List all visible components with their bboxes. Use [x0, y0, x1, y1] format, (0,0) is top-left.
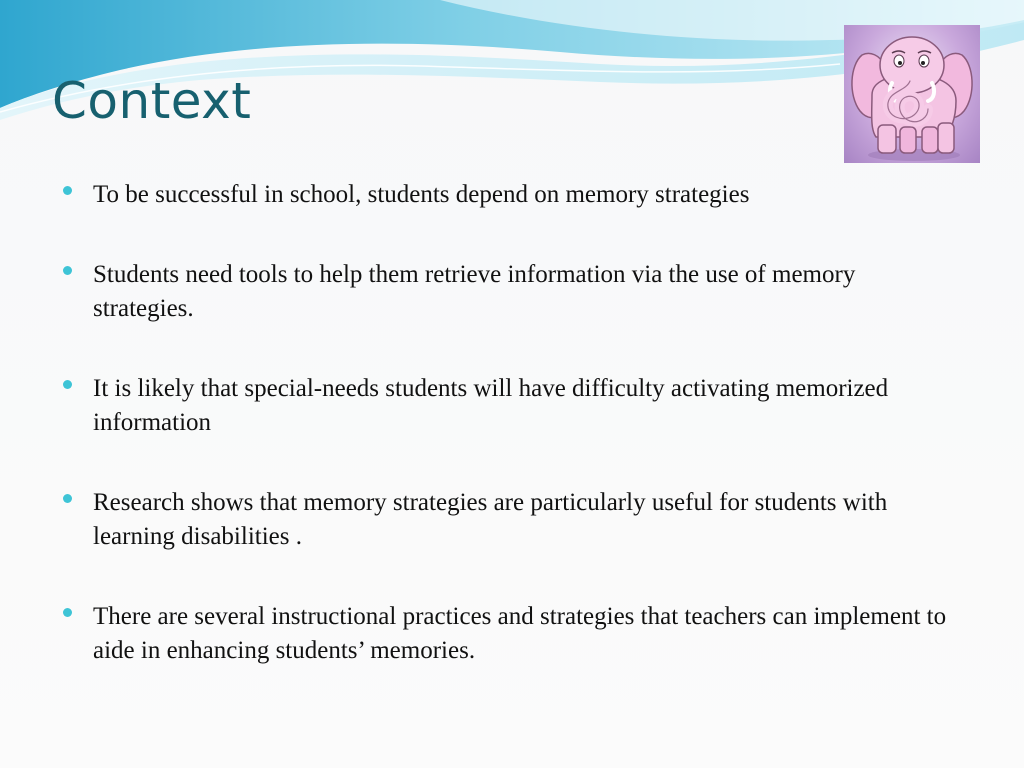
slide-title: Context [52, 72, 252, 130]
bullet-item [62, 486, 962, 554]
bullet-text: There are several instructional practices and strategies that teachers can implement to aide in enhancing students’ memories. [93, 603, 947, 664]
bullet-item [62, 372, 962, 440]
bullet-item [62, 178, 962, 212]
bullet-text: It is likely that special-needs students will have difficulty activating memorized information [93, 375, 889, 436]
bullet-text: Students need tools to help them retrieve information via the use of memory strategies. [93, 261, 856, 322]
pink-elephant-icon [844, 25, 980, 163]
bullet-text: To be successful in school, students depend on memory strategies [93, 181, 750, 208]
bullet-item [62, 258, 962, 326]
bullet-text: Research shows that memory strategies are particularly useful for students with learning disabilities . [93, 489, 888, 550]
bullet-item [62, 600, 962, 668]
bullet-list [62, 178, 962, 714]
elephant-image [844, 25, 980, 163]
